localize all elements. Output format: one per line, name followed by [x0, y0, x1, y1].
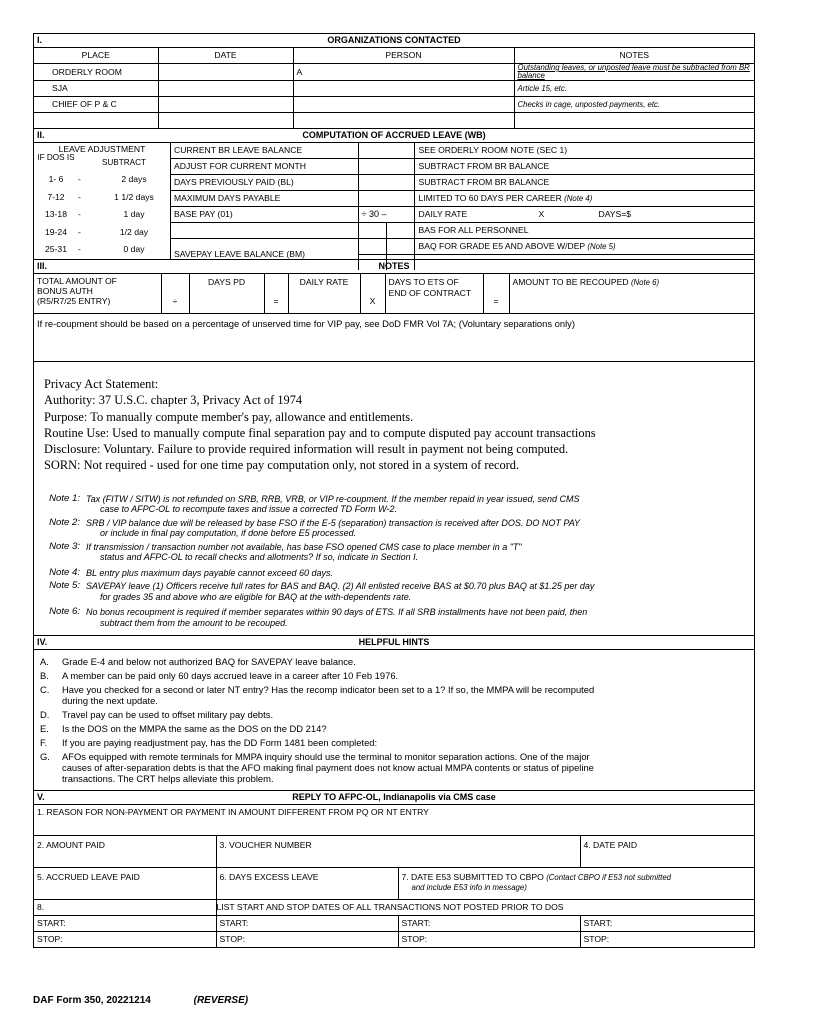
stop-field[interactable]: STOP:	[398, 931, 580, 947]
person-cell[interactable]	[293, 81, 514, 97]
section-title: HELPFUL HINTS	[358, 637, 430, 648]
dos-range: 1- 6	[48, 174, 64, 184]
start-field[interactable]: START:	[580, 915, 754, 931]
times-symbol: X	[538, 209, 545, 219]
note-line: No bonus recoupment is required if member separates within 90 days of ETS. If all SRB installments have not been paid, then	[86, 607, 588, 618]
current-br-leave-input[interactable]	[358, 143, 414, 159]
dos-range: 13-18	[45, 209, 67, 220]
section-header	[34, 791, 754, 805]
list-item	[34, 224, 170, 242]
notes-cell: Checks in cage, unposted payments, etc.	[514, 97, 754, 113]
reason-field[interactable]: 1. REASON FOR NON-PAYMENT OR PAYMENT IN AMOUNT DIFFERENT FROM PQ OR NT ENTRY	[34, 805, 754, 835]
savepay-input[interactable]	[358, 239, 386, 255]
days-ets-line: END OF CONTRACT	[388, 288, 472, 298]
savepay-label: SAVEPAY LEAVE BALANCE (BM)	[171, 239, 358, 271]
stop-field[interactable]: STOP:	[34, 931, 216, 947]
transactions-title: LIST START AND STOP DATES OF ALL TRANSACTIONS NOT POSTED PRIOR TO DOS	[216, 901, 564, 912]
col-header-person: PERSON	[293, 48, 514, 64]
days-value: 2 days	[121, 174, 147, 184]
total-bonus-line: TOTAL AMOUNT OF	[37, 276, 117, 286]
subtract-label: SUBTRACT	[101, 158, 147, 167]
list-item	[36, 581, 754, 602]
privacy-line: Routine Use: Used to manually compute final separation pay and to compute disputed pay account transactions	[44, 425, 596, 440]
section-number: IV.	[37, 637, 48, 648]
days-value: 0 day	[123, 244, 145, 255]
notes-cell[interactable]	[514, 113, 754, 129]
days-ets-label	[385, 274, 483, 313]
privacy-line: Authority: 37 U.S.C. chapter 3, Privacy Act of 1974	[44, 393, 303, 408]
list-item	[36, 542, 754, 563]
voucher-number-field[interactable]: 3. VOUCHER NUMBER	[216, 835, 580, 867]
form-footer	[33, 995, 248, 1006]
adjust-month-label: ADJUST FOR CURRENT MONTH	[171, 159, 358, 175]
privacy-act-statement	[34, 362, 754, 484]
hint-letter: G.	[40, 751, 50, 763]
days-equals: DAYS=$	[598, 209, 632, 219]
form-page	[33, 33, 755, 948]
reply-table	[34, 805, 754, 947]
section-number: I.	[37, 35, 43, 45]
date-e53-field[interactable]	[398, 867, 754, 899]
date-cell[interactable]	[158, 64, 293, 81]
note-line: case to AFPC-OL to recompute taxes and issue a corrected TD Form W-2.	[100, 504, 397, 515]
privacy-line: Disclosure: Voluntary. Failure to provide required information will result in payment not being computed.	[44, 442, 569, 457]
notes-list	[34, 484, 754, 636]
item-8-number: 8.	[34, 899, 216, 915]
list-item	[40, 709, 754, 720]
privacy-line: SORN: Not required - used for one time pay computation only, not stored in a system of record.	[44, 458, 520, 473]
recoupment-table	[34, 274, 754, 313]
list-item	[34, 171, 170, 189]
limited-days-note	[414, 191, 754, 207]
note-label: Note 2:	[49, 516, 80, 528]
date-cell[interactable]	[158, 81, 293, 97]
recoup-text: AMOUNT TO BE RECOUPED	[512, 277, 629, 287]
page-side: (REVERSE)	[193, 995, 249, 1006]
hint-line: A member can be paid only 60 days accrued leave in a career after 10 Feb 1976.	[62, 670, 399, 682]
equals-symbol-2: =	[483, 274, 509, 313]
days-value: 1/2 day	[119, 226, 149, 237]
list-item	[36, 568, 754, 579]
person-cell[interactable]	[293, 97, 514, 113]
note-line: SAVEPAY leave (1) Officers receive full rates for BAS and BAQ. (2) All enlisted receive BAS at $0.70 plus BAQ at $1.25 per day	[86, 581, 595, 592]
place-cell[interactable]	[34, 113, 158, 129]
dash: -	[78, 244, 81, 255]
note-line: subtract them from the amount to be recouped.	[100, 617, 288, 628]
hint-line: Have you checked for a second or later NT entry? Has the recomp indicator been set to a 1? If so, the MMPA will be recomputed	[62, 684, 595, 696]
hint-letter: B.	[40, 670, 49, 682]
privacy-line: Privacy Act Statement:	[44, 377, 159, 391]
person-cell[interactable]: A	[293, 64, 514, 81]
note-line: BL entry plus maximum days payable cannot exceed 60 days.	[86, 567, 333, 578]
savepay-input-2[interactable]	[386, 239, 414, 255]
note-label: Note 6:	[49, 606, 80, 618]
person-cell[interactable]	[293, 113, 514, 129]
section-header	[34, 260, 754, 274]
date-cell[interactable]	[158, 113, 293, 129]
note-line: If transmission / transaction number not available, has base FSO opened CMS case to place member in a "T"	[86, 541, 522, 552]
times-symbol: X	[360, 274, 385, 313]
list-item	[40, 670, 754, 681]
hint-letter: F.	[40, 737, 48, 749]
days-value: 1 day	[123, 209, 145, 220]
section-notes	[33, 259, 755, 635]
list-item	[40, 684, 754, 706]
start-field[interactable]: START:	[398, 915, 580, 931]
stop-field[interactable]: STOP:	[216, 931, 398, 947]
section-header	[34, 34, 754, 48]
total-bonus-line: (R5/R7/25 ENTRY)	[37, 296, 111, 306]
dash: -	[78, 209, 81, 220]
col-header-date: DATE	[158, 48, 293, 64]
section-title: REPLY TO AFPC-OL, Indianapolis via CMS case	[292, 792, 496, 803]
hint-line: Travel pay can be used to offset military pay debts.	[62, 709, 274, 721]
adjust-month-input[interactable]	[358, 159, 414, 175]
section-number: II.	[37, 130, 45, 140]
baq-text: BAQ FOR GRADE E5 AND ABOVE W/DEP	[418, 241, 586, 251]
hint-letter: A.	[40, 656, 49, 668]
table-row	[34, 97, 754, 113]
hints-list	[34, 650, 754, 790]
max-days-input[interactable]	[358, 191, 414, 207]
list-item	[36, 607, 754, 628]
recoup-label	[509, 274, 754, 313]
blank-input-2[interactable]	[386, 223, 414, 239]
if-dos-label: IF DOS IS	[37, 153, 75, 162]
date-e53-note-2: and include E53 info in message)	[411, 882, 527, 892]
hint-line: Grade E-4 and below not authorized BAQ for SAVEPAY leave balance.	[62, 656, 356, 668]
notes-cell: Outstanding leaves, or unposted leave must be subtracted from BR balance	[514, 64, 754, 81]
place-cell: CHIEF OF P & C	[34, 97, 158, 113]
table-row	[34, 64, 754, 81]
dos-range: 7-12	[47, 191, 65, 202]
note-line: Tax (FITW / SITW) is not refunded on SRB, RRB, VRB, or VIP re-coupment. If the member repaid in year issued, send CMS	[86, 493, 580, 504]
hint-letter: C.	[40, 684, 50, 696]
hint-letter: E.	[40, 723, 49, 735]
section-header	[34, 636, 754, 650]
note6-ref: (Note 6)	[630, 278, 660, 287]
accrued-leave-grid	[34, 143, 754, 259]
days-value: 1 1/2 days	[114, 191, 154, 202]
privacy-and-notes	[34, 361, 754, 635]
date-paid-field[interactable]: 4. DATE PAID	[580, 835, 754, 867]
section-title: ORGANIZATIONS CONTACTED	[327, 35, 461, 45]
blank-label	[171, 223, 358, 239]
subtract-br-note: SUBTRACT FROM BR BALANCE	[414, 159, 754, 175]
total-bonus-label	[34, 274, 161, 313]
divide-symbol: ÷	[161, 274, 189, 313]
note5-ref: (Note 5)	[587, 242, 616, 251]
daily-rate-text: DAILY RATE	[418, 209, 468, 219]
days-paid-input[interactable]	[358, 175, 414, 191]
note-line: for grades 35 and above who are eligible for BAQ at the with-dependents rate.	[100, 591, 412, 602]
stop-field[interactable]: STOP:	[580, 931, 754, 947]
hint-line: AFOs equipped with remote terminals for MMPA inquiry should use the terminal to monitor separation actions. One of the major	[62, 751, 590, 763]
privacy-line: Purpose: To manually compute member's pay, allowance and entitlements.	[44, 409, 414, 424]
section-header	[34, 129, 754, 143]
hint-line: causes of after-separation debts is that the AFO making final payment does not know actual MMPA contents or status of pipeline	[62, 762, 594, 774]
note4-ref: (Note 4)	[564, 194, 593, 203]
organizations-table	[34, 48, 754, 128]
list-item	[34, 241, 170, 259]
list-item	[40, 723, 754, 734]
leave-adjustment-panel	[34, 143, 171, 259]
daily-rate-cell	[414, 207, 754, 223]
section-number: III.	[37, 261, 48, 271]
section-organizations	[33, 33, 755, 128]
list-item	[36, 494, 754, 515]
list-item	[34, 206, 170, 224]
date-e53-note: (Contact CBPO if E53 not submitted	[546, 872, 672, 882]
hint-line: during the next update.	[62, 695, 158, 707]
current-br-leave-label: CURRENT BR LEAVE BALANCE	[171, 143, 358, 159]
limited-days-text: LIMITED TO 60 DAYS PER CAREER	[418, 193, 562, 203]
daily-rate-label: DAILY RATE	[288, 274, 360, 313]
dash: -	[78, 226, 81, 237]
col-header-place: PLACE	[34, 48, 158, 64]
note-label: Note 3:	[49, 540, 80, 552]
dos-range: 25-31	[45, 244, 67, 255]
days-ets-line: DAYS TO ETS OF	[388, 277, 459, 287]
recoup-note: If re-coupment should be based on a percentage of unserved time for VIP pay, see DoD FMR Vol 7A; (Voluntary separations only)	[34, 313, 754, 361]
equals-symbol: =	[264, 274, 288, 313]
table-row	[34, 81, 754, 97]
amount-paid-field[interactable]: 2. AMOUNT PAID	[34, 835, 216, 867]
dash: -	[78, 174, 81, 184]
item-8-title	[216, 899, 754, 915]
col-header-notes: NOTES	[514, 48, 754, 64]
list-item	[40, 737, 754, 748]
hint-line: transactions. The CRT helps alleviate this problem.	[62, 773, 274, 785]
base-pay-label: BASE PAY (01)	[171, 207, 358, 223]
dash: -	[78, 191, 81, 202]
section-title: NOTES	[378, 261, 410, 271]
note-label: Note 5:	[49, 580, 80, 592]
place-cell: ORDERLY ROOM	[34, 64, 158, 81]
list-item	[34, 189, 170, 207]
start-field[interactable]: START:	[216, 915, 398, 931]
accrued-leave-paid-field[interactable]: 5. ACCRUED LEAVE PAID	[34, 867, 216, 899]
computation-table	[171, 143, 754, 270]
list-item	[40, 656, 754, 667]
note-line: status and AFPC-OL to recall checks and allotments? If so, indicate in Section I.	[100, 552, 419, 563]
dos-range: 19-24	[45, 226, 67, 237]
orderly-room-note: SEE ORDERLY ROOM NOTE (SEC 1)	[414, 143, 754, 159]
list-item	[36, 518, 754, 539]
bas-note: BAS FOR ALL PERSONNEL	[414, 223, 754, 239]
total-bonus-line: BONUS AUTH	[37, 286, 93, 296]
section-reply	[33, 790, 755, 948]
days-paid-label: DAYS PREVIOUSLY PAID (BL)	[171, 175, 358, 191]
computation-panel	[171, 143, 754, 259]
baq-note	[414, 239, 754, 255]
subtract-br-note-2: SUBTRACT FROM BR BALANCE	[414, 175, 754, 191]
days-pd-label: DAYS PD	[189, 274, 264, 313]
section-title: COMPUTATION OF ACCRUED LEAVE (WB)	[302, 130, 486, 140]
hint-line: If you are paying readjustment pay, has the DD Form 1481 been completed:	[62, 737, 378, 749]
days-excess-leave-field[interactable]: 6. DAYS EXCESS LEAVE	[216, 867, 398, 899]
date-e53-label: 7. DATE E53 SUBMITTED TO CBPO	[401, 871, 544, 882]
blank-input[interactable]	[358, 223, 386, 239]
max-days-label: MAXIMUM DAYS PAYABLE	[171, 191, 358, 207]
list-item	[40, 751, 754, 784]
leave-adjustment-title: LEAVE ADJUSTMENT	[58, 144, 146, 154]
note-line: or include in final pay computation, if done before E5 processed.	[100, 528, 357, 539]
hint-letter: D.	[40, 709, 50, 721]
start-field[interactable]: START:	[34, 915, 216, 931]
table-row	[34, 113, 754, 129]
section-accrued-leave	[33, 128, 755, 259]
section-number: V.	[37, 792, 45, 803]
note-label: Note 4:	[49, 566, 80, 578]
form-identifier: DAF Form 350, 20221214	[33, 995, 151, 1006]
divide-30-symbol: ÷ 30 –	[358, 207, 414, 223]
note-line: SRB / VIP balance due will be released by base FSO if the E-5 (separation) transaction is received after DOS. DO NOT PAY	[86, 517, 581, 528]
place-cell: SJA	[34, 81, 158, 97]
note-label: Note 1:	[49, 492, 80, 504]
section-helpful-hints	[33, 635, 755, 790]
adjustment-rows	[34, 171, 170, 259]
hint-line: Is the DOS on the MMPA the same as the DOS on the DD 214?	[62, 723, 327, 735]
notes-cell: Article 15, etc.	[514, 81, 754, 97]
date-cell[interactable]	[158, 97, 293, 113]
